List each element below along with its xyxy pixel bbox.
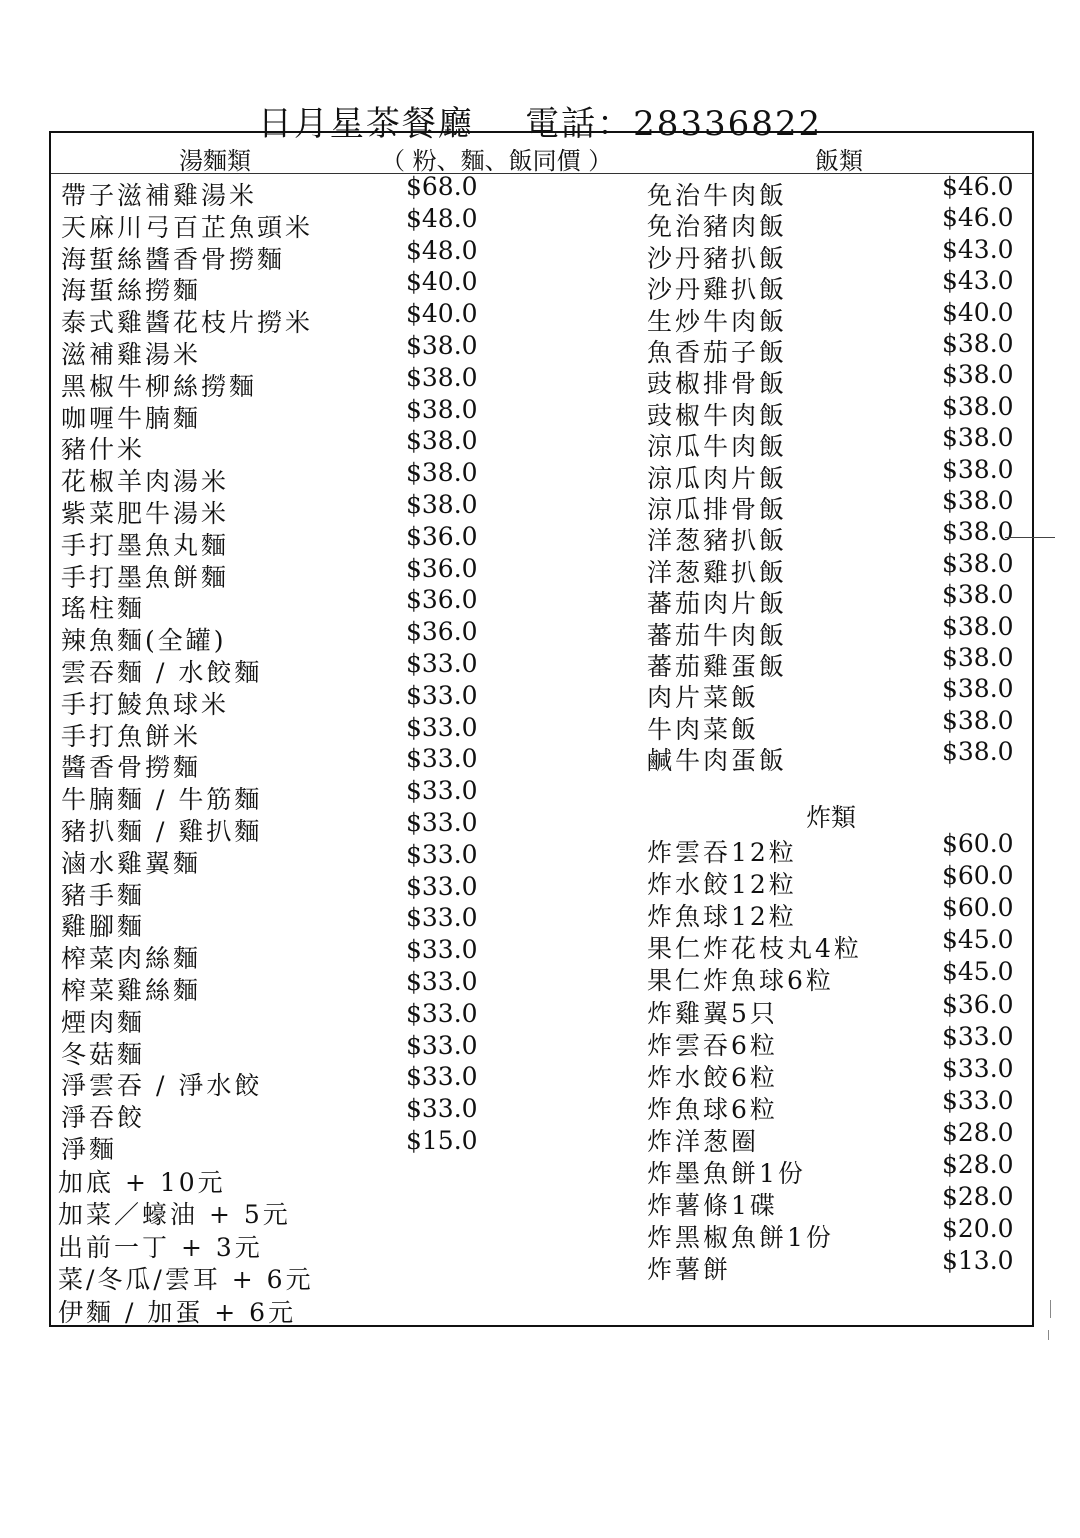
fried-item-name: 炸雲吞12粒 bbox=[647, 838, 797, 867]
rice-item-name: 洋葱雞扒飯 bbox=[647, 557, 788, 587]
scan-edge-mark bbox=[1050, 1300, 1051, 1318]
restaurant-name: 日月星茶餐廳 bbox=[257, 104, 474, 144]
scan-tick-mark bbox=[1005, 537, 1055, 538]
noodle-item-price: $15.0 bbox=[406, 1126, 478, 1155]
noodle-item-name: 榨菜肉絲麵 bbox=[61, 944, 202, 974]
rice-item-name: 免治豬肉飯 bbox=[647, 212, 788, 242]
rice-item-name: 蕃茄牛肉飯 bbox=[647, 620, 788, 650]
rice-item-name: 涼瓜牛肉飯 bbox=[647, 432, 788, 462]
noodle-item-name: 帶子滋補雞湯米 bbox=[61, 181, 258, 210]
noodle-item-name: 淨吞餃 bbox=[61, 1103, 146, 1133]
fried-section-title: 炸類 bbox=[806, 803, 857, 832]
rice-item-name: 豉椒排骨飯 bbox=[647, 369, 788, 399]
noodles-column-title: 湯麵類 bbox=[179, 147, 251, 175]
noodle-item-name: 榨菜雞絲麵 bbox=[61, 976, 202, 1005]
noodle-item-name: 泰式雞醬花枝片撈米 bbox=[61, 308, 314, 338]
fried-item-name: 果仁炸花枝丸4粒 bbox=[647, 934, 862, 964]
noodle-item-name: 牛腩麵 / 牛筋麵 bbox=[61, 785, 263, 815]
noodle-item-price: $38.0 bbox=[406, 458, 478, 488]
rice-item-name: 沙丹雞扒飯 bbox=[647, 275, 788, 305]
addon-item: 伊麵 / 加蛋 + 6元 bbox=[58, 1297, 297, 1327]
fried-item-price: $45.0 bbox=[942, 925, 1014, 955]
rice-item-price: $38.0 bbox=[942, 360, 1014, 390]
rice-item-price: $43.0 bbox=[942, 266, 1014, 296]
rice-item-price: $38.0 bbox=[942, 391, 1014, 421]
noodle-item-price: $33.0 bbox=[406, 903, 478, 933]
rice-item-name: 豉椒牛肉飯 bbox=[647, 400, 788, 430]
noodle-item-price: $48.0 bbox=[406, 203, 478, 233]
rice-item-price: $38.0 bbox=[942, 454, 1014, 484]
noodle-item-name: 豬扒麵 / 雞扒麵 bbox=[61, 817, 263, 846]
addon-item: 加底 + 10元 bbox=[58, 1168, 226, 1197]
same-price-note: （ 粉、麵、飯同價 ） bbox=[381, 147, 613, 175]
rice-item-price: $46.0 bbox=[942, 203, 1014, 233]
rice-item-price: $43.0 bbox=[942, 234, 1014, 264]
fried-item-name: 炸魚球6粒 bbox=[647, 1094, 778, 1124]
fried-item-price: $45.0 bbox=[942, 957, 1014, 987]
fried-item-price: $28.0 bbox=[942, 1182, 1014, 1212]
rice-item-name: 洋葱豬扒飯 bbox=[647, 526, 788, 556]
fried-item-price: $36.0 bbox=[942, 989, 1014, 1019]
fried-item-price: $28.0 bbox=[942, 1117, 1014, 1147]
fried-item-price: $60.0 bbox=[942, 829, 1014, 858]
rice-item-price: $38.0 bbox=[942, 643, 1014, 672]
rice-item-price: $38.0 bbox=[942, 423, 1014, 453]
rice-item-name: 涼瓜排骨飯 bbox=[647, 495, 788, 524]
addon-item: 加菜／蠔油 + 5元 bbox=[58, 1200, 291, 1230]
noodle-item-name: 瑤柱麵 bbox=[61, 594, 146, 624]
noodle-item-price: $38.0 bbox=[406, 331, 478, 360]
noodle-item-price: $33.0 bbox=[406, 776, 478, 806]
noodle-item-name: 手打鯪魚球米 bbox=[61, 689, 230, 719]
fried-item-name: 炸黑椒魚餅1份 bbox=[647, 1223, 834, 1253]
noodle-item-price: $33.0 bbox=[406, 808, 478, 837]
fried-item-price: $33.0 bbox=[942, 1021, 1014, 1051]
noodle-item-name: 紫菜肥牛湯米 bbox=[61, 499, 230, 528]
fried-item-price: $20.0 bbox=[942, 1214, 1014, 1244]
noodle-item-price: $40.0 bbox=[406, 299, 478, 329]
fried-item-price: $33.0 bbox=[942, 1053, 1014, 1083]
rice-item-name: 鹹牛肉蛋飯 bbox=[647, 746, 788, 776]
noodle-item-name: 辣魚麵(全罐) bbox=[61, 626, 227, 656]
fried-item-name: 炸魚球12粒 bbox=[647, 902, 797, 932]
noodle-item-name: 滋補雞湯米 bbox=[61, 340, 202, 369]
rice-item-price: $38.0 bbox=[942, 548, 1014, 578]
rice-item-price: $38.0 bbox=[942, 580, 1014, 610]
noodle-item-name: 淨麵 bbox=[61, 1135, 118, 1164]
scan-edge-mark bbox=[1048, 1330, 1049, 1340]
noodle-item-name: 醬香骨撈麵 bbox=[61, 753, 202, 783]
rice-item-name: 蕃茄雞蛋飯 bbox=[647, 652, 788, 681]
fried-item-price: $13.0 bbox=[942, 1246, 1014, 1276]
noodle-item-price: $33.0 bbox=[406, 871, 478, 901]
noodle-item-price: $36.0 bbox=[406, 553, 478, 583]
noodle-item-price: $38.0 bbox=[406, 394, 478, 424]
rice-item-name: 沙丹豬扒飯 bbox=[647, 243, 788, 273]
rice-item-name: 生炒牛肉飯 bbox=[647, 306, 788, 336]
fried-item-name: 炸水餃6粒 bbox=[647, 1062, 778, 1092]
rice-item-name: 涼瓜肉片飯 bbox=[647, 463, 788, 493]
fried-item-price: $33.0 bbox=[942, 1085, 1014, 1115]
noodle-item-price: $48.0 bbox=[406, 235, 478, 265]
noodle-item-name: 雲吞麵 / 水餃麵 bbox=[61, 658, 263, 687]
noodle-item-price: $33.0 bbox=[406, 998, 478, 1028]
fried-item-name: 炸洋葱圈 bbox=[647, 1126, 760, 1156]
noodle-item-price: $33.0 bbox=[406, 839, 478, 869]
noodle-item-price: $33.0 bbox=[406, 1030, 478, 1060]
fried-item-name: 炸水餃12粒 bbox=[647, 870, 797, 900]
noodle-item-name: 淨雲吞 / 淨水餃 bbox=[61, 1071, 263, 1101]
noodle-item-name: 手打墨魚丸麵 bbox=[61, 530, 230, 560]
rice-item-price: $38.0 bbox=[942, 705, 1014, 735]
noodle-item-price: $38.0 bbox=[406, 362, 478, 392]
noodle-item-price: $33.0 bbox=[406, 935, 478, 965]
noodle-item-price: $33.0 bbox=[406, 680, 478, 710]
noodle-item-price: $36.0 bbox=[406, 617, 478, 647]
rice-item-price: $38.0 bbox=[942, 674, 1014, 704]
noodle-item-name: 冬菇麵 bbox=[61, 1039, 146, 1069]
noodle-item-name: 手打魚餅米 bbox=[61, 721, 202, 751]
noodle-item-name: 手打墨魚餅麵 bbox=[61, 562, 230, 592]
noodle-item-price: $36.0 bbox=[406, 521, 478, 551]
fried-item-name: 炸雞翼5只 bbox=[647, 998, 778, 1028]
noodle-item-price: $40.0 bbox=[406, 267, 478, 297]
noodle-item-price: $36.0 bbox=[406, 585, 478, 615]
noodle-item-name: 滷水雞翼麵 bbox=[61, 848, 202, 878]
noodle-item-name: 海蜇絲醬香骨撈麵 bbox=[61, 244, 286, 274]
rice-item-name: 免治牛肉飯 bbox=[647, 181, 788, 210]
rice-item-price: $38.0 bbox=[942, 737, 1014, 767]
noodle-item-price: $68.0 bbox=[406, 172, 478, 201]
rice-column-title: 飯類 bbox=[815, 147, 863, 175]
fried-item-name: 炸雲吞6粒 bbox=[647, 1030, 778, 1060]
noodle-item-price: $38.0 bbox=[406, 426, 478, 456]
noodle-item-name: 煙肉麵 bbox=[61, 1007, 146, 1037]
noodle-item-name: 豬什米 bbox=[61, 435, 146, 465]
fried-item-name: 果仁炸魚球6粒 bbox=[647, 966, 834, 996]
noodle-item-name: 花椒羊肉湯米 bbox=[61, 467, 230, 497]
noodle-item-price: $33.0 bbox=[406, 649, 478, 678]
phone-label: 電話： bbox=[525, 104, 634, 144]
noodle-item-name: 咖喱牛腩麵 bbox=[61, 403, 202, 433]
fried-item-name: 炸墨魚餅1份 bbox=[647, 1159, 806, 1188]
noodle-item-price: $33.0 bbox=[406, 1062, 478, 1092]
noodle-item-name: 黑椒牛柳絲撈麵 bbox=[61, 371, 258, 401]
rice-item-price: $40.0 bbox=[942, 297, 1014, 327]
phone-number: 28336822 bbox=[633, 104, 823, 144]
rice-item-name: 肉片菜飯 bbox=[647, 683, 760, 713]
rice-item-price: $46.0 bbox=[942, 172, 1014, 201]
noodle-item-price: $38.0 bbox=[406, 490, 478, 519]
rice-item-name: 牛肉菜飯 bbox=[647, 714, 760, 744]
addon-item: 出前一丁 + 3元 bbox=[58, 1232, 263, 1262]
rice-item-name: 蕃茄肉片飯 bbox=[647, 589, 788, 619]
noodle-item-price: $33.0 bbox=[406, 744, 478, 774]
fried-item-price: $28.0 bbox=[942, 1150, 1014, 1179]
rice-item-price: $38.0 bbox=[942, 486, 1014, 515]
rice-item-price: $38.0 bbox=[942, 611, 1014, 641]
noodle-item-name: 雞腳麵 bbox=[61, 912, 146, 942]
rice-item-price: $38.0 bbox=[942, 329, 1014, 358]
fried-item-name: 炸薯餅 bbox=[647, 1255, 732, 1285]
noodle-item-name: 海蜇絲撈麵 bbox=[61, 276, 202, 306]
fried-item-price: $60.0 bbox=[942, 861, 1014, 891]
noodle-item-price: $33.0 bbox=[406, 1094, 478, 1124]
noodle-item-name: 天麻川弓百芷魚頭米 bbox=[61, 212, 314, 242]
fried-item-name: 炸薯條1碟 bbox=[647, 1191, 778, 1221]
fried-item-price: $60.0 bbox=[942, 893, 1014, 923]
addon-item: 菜/冬瓜/雲耳 + 6元 bbox=[58, 1265, 314, 1295]
header-divider bbox=[51, 173, 1032, 174]
noodle-item-name: 豬手麵 bbox=[61, 880, 146, 910]
noodle-item-price: $33.0 bbox=[406, 712, 478, 742]
noodle-item-price: $33.0 bbox=[406, 967, 478, 996]
rice-item-name: 魚香茄子飯 bbox=[647, 338, 788, 367]
rice-item-price: $38.0 bbox=[942, 517, 1014, 547]
